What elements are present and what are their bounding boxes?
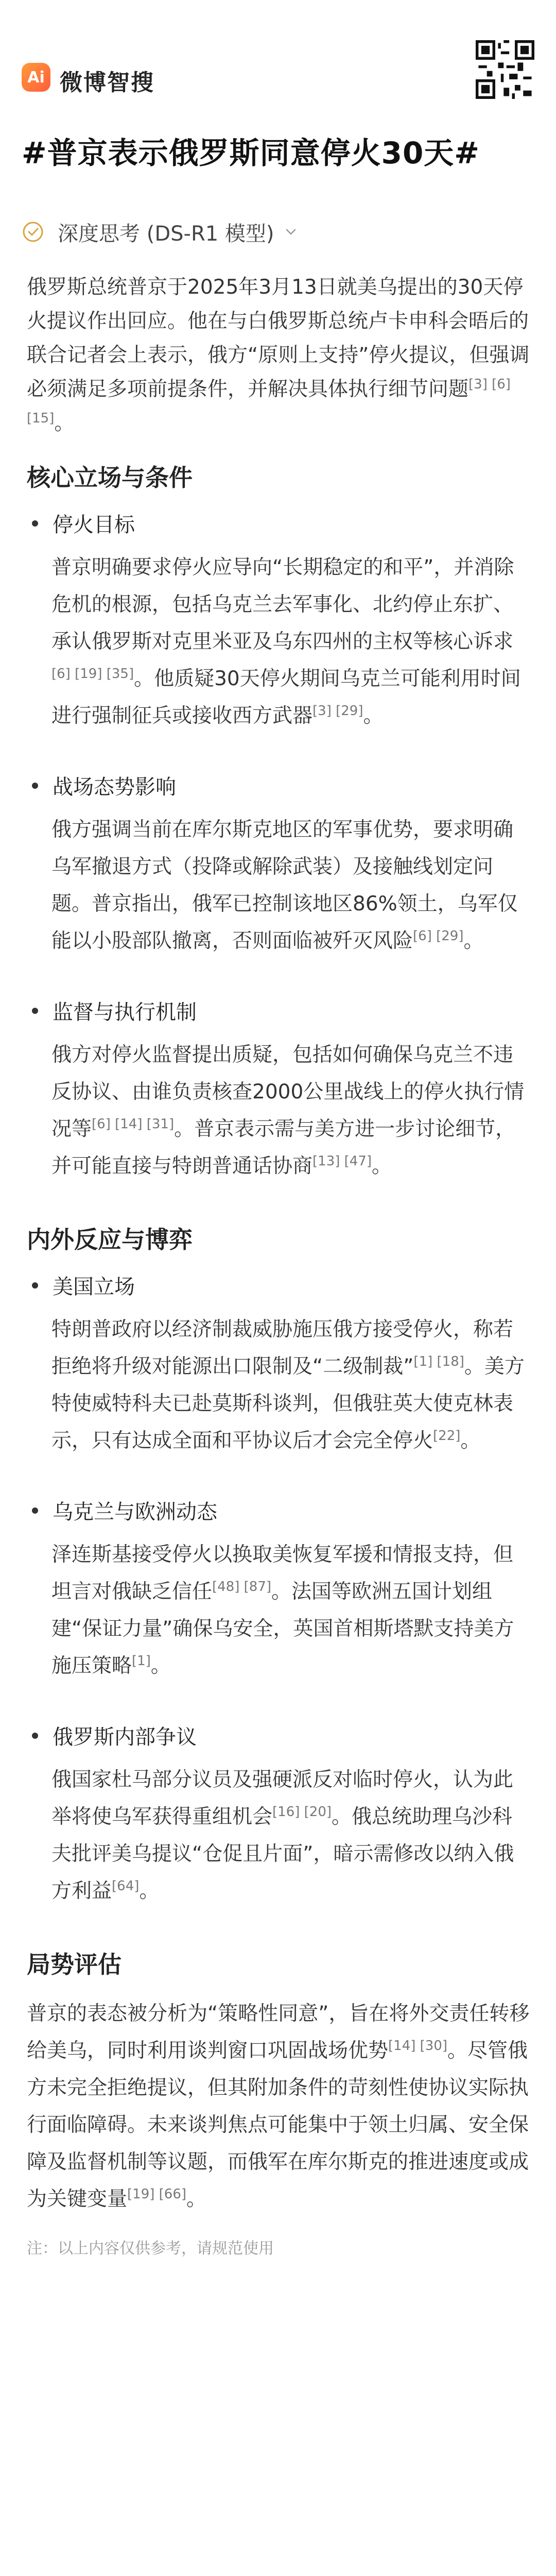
list-item-russia-internal (27, 1721, 531, 1910)
bullet-dot-icon (32, 520, 38, 527)
item-text: 。他质疑30天停火期间乌克兰可能利用时间进行强制征兵或接收西方武器 (51, 667, 521, 727)
app-logo-text: 微博智搜 (60, 70, 154, 96)
citation-refs[interactable]: [13] [47] (312, 1154, 372, 1169)
item-text: 俄方强调当前在库尔斯克地区的军事优势，要求明确乌军撤退方式（投降或解除武装）及接触线划定问题。普京指出，俄军已控制该地区86%领土，乌军仅能以小股部队撤离，否则面临被歼灭风险 (51, 818, 518, 953)
item-text: 泽连斯基接受停火以换取美恢复军援和情报支持，但坦言对俄缺乏信任 (51, 1543, 514, 1603)
citation-refs[interactable]: [1] [18] (413, 1354, 464, 1369)
header (22, 40, 534, 138)
assessment-paragraph (27, 1995, 531, 2218)
citation-refs[interactable]: [3] [6] [15] (27, 377, 511, 426)
item-body (27, 1761, 531, 1910)
chevron-down-icon (284, 225, 298, 239)
item-text: 俄方对停火监督提出质疑，包括如何确保乌克兰不违反协议、由谁负责核查2000公里战线上的停火执行情况等 (51, 1043, 525, 1141)
bullet-dot-icon (32, 1507, 38, 1514)
item-text: 。普京表示需与美方进一步讨论细节，并可能直接与特朗普通话协商 (51, 1117, 516, 1178)
deep-think-toggle[interactable] (22, 216, 298, 247)
item-body (27, 811, 531, 960)
item-title: 乌克兰与欧洲动态 (53, 1500, 217, 1524)
item-title: 俄罗斯内部争议 (53, 1725, 197, 1749)
item-title: 战场态势影响 (53, 775, 176, 799)
intro-end: 。 (54, 412, 75, 435)
citation-refs[interactable]: [64] (112, 1878, 140, 1894)
item-body (27, 549, 531, 735)
deep-think-label: 深度思考 (DS-R1 模型) (58, 222, 274, 246)
bullet-dot-icon (32, 1733, 38, 1739)
citation-refs[interactable]: [19] [66] (127, 2187, 187, 2202)
answer-content (27, 270, 531, 2258)
citation-refs[interactable]: [16] [20] (272, 1804, 332, 1820)
assessment-text: 普京的表态被分析为“策略性同意”，旨在将外交责任转移给美乌，同时利用谈判窗口巩固战场优势 (27, 2002, 530, 2062)
list-item-ukraine-europe (27, 1496, 531, 1685)
item-text: 普京明确要求停火应导向“长期稳定的和平”，并消除危机的根源，包括乌克兰去军事化、北约停止东扩、承认俄罗斯对克里米亚及乌东四州的主权等核心诉求 (51, 556, 514, 653)
list-item-ceasefire-goal (27, 509, 531, 735)
citation-refs[interactable]: [14] [30] (388, 2038, 448, 2054)
qr-code-icon[interactable] (476, 40, 534, 99)
list-item-us-position (27, 1270, 531, 1460)
citation-refs[interactable]: [48] [87] (212, 1579, 272, 1595)
assessment-text: 。尽管俄方未完全拒绝提议，但其附加条件的苛刻性使协议实际执行面临障碍。未来谈判焦点可能集中于领土归属、安全保障及监督机制等议题，而俄军在库尔斯克的推进速度或成为关键变量 (27, 2039, 529, 2211)
item-text: 。俄总统助理乌沙科夫批评美乌提议“仓促且片面”，暗示需修改以纳入俄方利益 (51, 1805, 514, 1903)
ai-logo-icon: Ai (22, 63, 50, 92)
item-end: 。 (463, 929, 484, 953)
item-body (27, 1311, 531, 1460)
list-item-battlefield (27, 771, 531, 960)
item-text: 俄国家杜马部分议员及强硬派反对临时停火，认为此举将使乌军获得重组机会 (51, 1768, 514, 1828)
bullet-dot-icon (32, 1008, 38, 1014)
item-title: 监督与执行机制 (53, 1001, 197, 1024)
item-text: 特朗普政府以经济制裁威胁施压俄方接受停火，称若拒绝将升级对能源出口限制及“二级制裁” (51, 1318, 514, 1378)
item-body (27, 1536, 531, 1685)
item-body (27, 1037, 531, 1185)
item-text: 。美方特使威特科夫已赴莫斯科谈判，但俄驻英大使克林表示，只有达成全面和平协议后才会完全停火 (51, 1355, 525, 1452)
intro-text: 俄罗斯总统普京于2025年3月13日就美乌提出的30天停火提议作出回应。他在与白俄罗斯总统卢卡申科会晤后的联合记者会上表示，俄方“原则上支持”停火提议，但强调必须满足多项前提条件，并解决具体执行细节问题 (27, 276, 530, 401)
section-heading-assessment: 局势评估 (27, 1951, 121, 1978)
citation-refs[interactable]: [6] [14] [31] (92, 1116, 175, 1132)
citation-refs[interactable]: [6] [29] (413, 928, 464, 944)
section-heading-core: 核心立场与条件 (27, 464, 193, 492)
citation-refs[interactable]: [1] (132, 1653, 151, 1669)
assessment-end: 。 (186, 2188, 207, 2211)
page-title: #普京表示俄罗斯同意停火30天# (22, 135, 480, 171)
item-end: 。 (372, 1155, 392, 1178)
item-title: 美国立场 (53, 1275, 135, 1299)
section-heading-reactions: 内外反应与博弈 (27, 1226, 193, 1253)
bullet-dot-icon (32, 783, 38, 789)
citation-refs[interactable]: [3] [29] (312, 703, 363, 719)
item-end: 。 (150, 1654, 171, 1677)
disclaimer-note: 注：以上内容仅供参考，请规范使用 (27, 2240, 274, 2258)
list-item-monitoring (27, 996, 531, 1185)
item-end: 。 (460, 1429, 481, 1452)
item-end: 。 (139, 1879, 160, 1903)
bullet-dot-icon (32, 1282, 38, 1289)
citation-refs[interactable]: [6] [19] [35] (51, 666, 134, 682)
item-end: 。 (363, 704, 384, 727)
think-check-icon (22, 221, 44, 243)
citation-refs[interactable]: [22] (433, 1428, 461, 1444)
item-text: 。法国等欧洲五国计划组建“保证力量”确保乌安全，英国首相斯塔默支持美方施压策略 (51, 1580, 514, 1677)
intro-paragraph (27, 270, 531, 440)
item-title: 停火目标 (53, 513, 135, 537)
